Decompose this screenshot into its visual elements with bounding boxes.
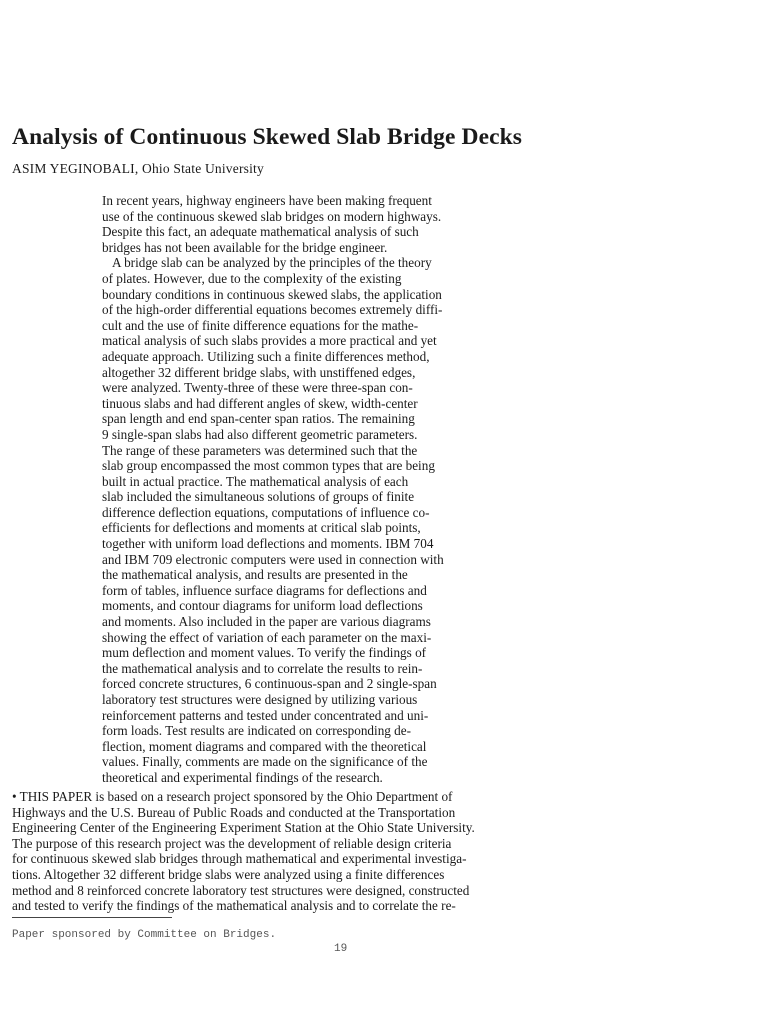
body-line: and tested to verify the findings of the mathematical analysis and to correlate the re- [12, 898, 456, 914]
abstract [102, 193, 574, 786]
body-paragraph [12, 789, 684, 914]
abstract-line: theoretical and experimental findings of the research. [102, 769, 383, 785]
abstract-line: cult and the use of finite difference equations for the mathe- [102, 317, 419, 333]
abstract-line: use of the continuous skewed slab bridges on modern highways. [102, 208, 442, 224]
abstract-line: span length and end span-center span ratios. The remaining [102, 411, 415, 427]
abstract-line: The range of these parameters was determined such that the [102, 442, 418, 458]
body-line: method and 8 reinforced concrete laboratory test structures were designed, constructed [12, 882, 470, 898]
body-line: Engineering Center of the Engineering Experiment Station at the Ohio State University. [12, 820, 475, 836]
abstract-line: moments, and contour diagrams for uniform load deflections [102, 598, 423, 614]
body-line: The purpose of this research project was the development of reliable design criteria [12, 835, 452, 851]
body-line: tions. Altogether 32 different bridge slabs were analyzed using a finite differences [12, 866, 445, 882]
abstract-line: and IBM 709 electronic computers were used in connection with [102, 551, 444, 567]
abstract-line: matical analysis of such slabs provides a more practical and yet [102, 333, 437, 349]
abstract-line: tinuous slabs and had different angles of skew, width-center [102, 395, 418, 411]
abstract-line: efficients for deflections and moments at critical slab points, [102, 520, 421, 536]
abstract-line: flection, moment diagrams and compared with the theoretical [102, 738, 427, 754]
abstract-line: the mathematical analysis and to correlate the results to rein- [102, 660, 423, 676]
abstract-line: and moments. Also included in the paper are various diagrams [102, 614, 431, 630]
paper-title: Analysis of Continuous Skewed Slab Bridge Decks [12, 123, 523, 150]
abstract-line: built in actual practice. The mathematical analysis of each [102, 473, 409, 489]
body-line: for continuous skewed slab bridges through mathematical and experimental investiga- [12, 851, 467, 867]
abstract-line: 9 single-span slabs had also different geometric parameters. [102, 426, 418, 442]
abstract-line: slab group encompassed the most common types that are being [102, 458, 435, 474]
abstract-line: values. Finally, comments are made on the significance of the [102, 754, 428, 770]
footnote: Paper sponsored by Committee on Bridges. [12, 929, 277, 941]
abstract-line: slab included the simultaneous solutions of groups of finite [102, 489, 415, 505]
abstract-line: A bridge slab can be analyzed by the principles of the theory [112, 255, 432, 271]
page-number: 19 [334, 943, 348, 955]
abstract-line: boundary conditions in continuous skewed slabs, the application [102, 286, 442, 302]
abstract-line: difference deflection equations, computations of influence co- [102, 504, 430, 520]
abstract-line: In recent years, highway engineers have been making frequent [102, 193, 432, 208]
body-line: Highways and the U.S. Bureau of Public Roads and conducted at the Transportation [12, 804, 456, 820]
author-line: ASIM YEGINOBALI, Ohio State University [12, 161, 264, 176]
abstract-line: showing the effect of variation of each parameter on the maxi- [102, 629, 432, 645]
abstract-line: adequate approach. Utilizing such a finite differences method, [102, 348, 430, 364]
abstract-line: were analyzed. Twenty-three of these were three-span con- [102, 380, 413, 396]
abstract-line: reinforcement patterns and tested under concentrated and uni- [102, 707, 429, 723]
abstract-line: altogether 32 different bridge slabs, with unstiffened edges, [102, 364, 416, 380]
footnote-divider [12, 917, 172, 918]
abstract-line: of the high-order differential equations becomes extremely diffi- [102, 302, 443, 318]
abstract-line: form loads. Test results are indicated on corresponding de- [102, 723, 412, 739]
abstract-line: bridges has not been available for the bridge engineer. [102, 239, 388, 255]
abstract-line: the mathematical analysis, and results are presented in the [102, 567, 408, 583]
abstract-line: together with uniform load deflections and moments. IBM 704 [102, 536, 434, 552]
abstract-line: Despite this fact, an adequate mathematical analysis of such [102, 224, 419, 240]
abstract-line: form of tables, influence surface diagrams for deflections and [102, 582, 427, 598]
abstract-line: laboratory test structures were designed by utilizing various [102, 692, 418, 707]
abstract-line: mum deflection and moment values. To verify the findings of [102, 645, 427, 661]
body-line: • THIS PAPER is based on a research project sponsored by the Ohio Department of [12, 789, 453, 804]
abstract-line: forced concrete structures, 6 continuous-span and 2 single-span [102, 676, 437, 692]
abstract-line: of plates. However, due to the complexity of the existing [102, 270, 402, 286]
